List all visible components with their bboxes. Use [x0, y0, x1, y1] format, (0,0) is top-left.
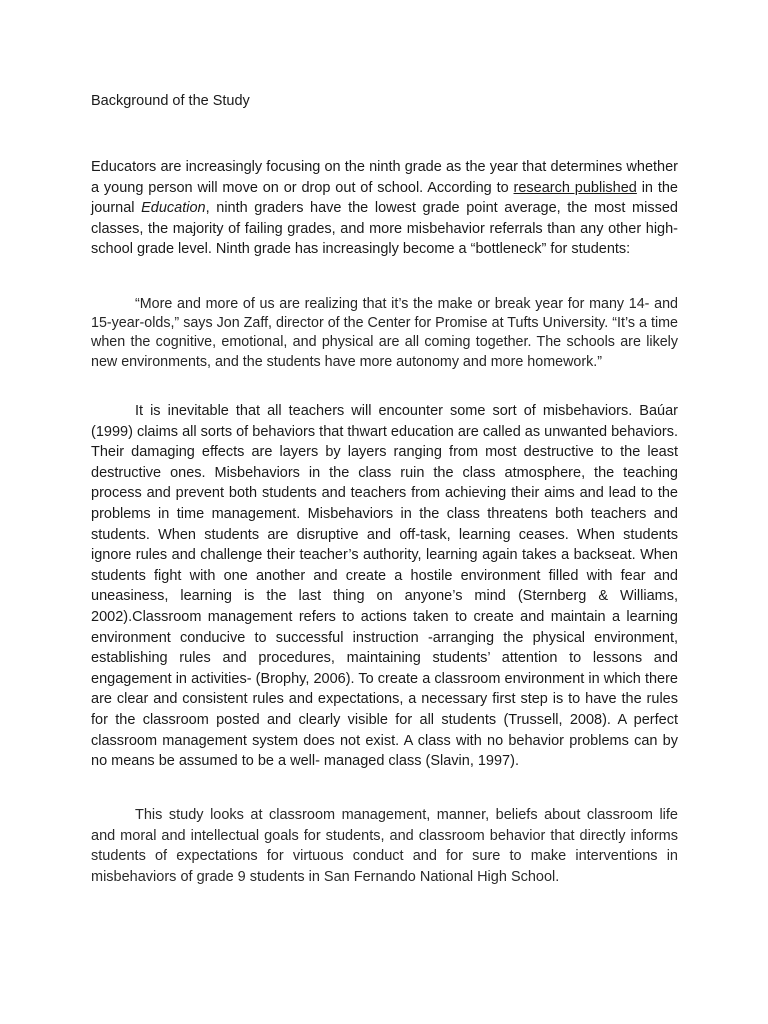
research-link[interactable]: research published	[513, 179, 637, 196]
paragraph-intro	[91, 157, 678, 260]
paragraph-intro-text-1: Educators are increasingly focusing on the ninth grade as the year that determines whether a young person will move on or drop out of school. According to	[91, 159, 678, 196]
block-quote-text: “More and more of us are realizing that it’s the make or break year for many 14- and 15-year-olds,” says Jon Zaff, director of the Center for Promise at Tufts University. “It’s a time when the cognitive, emotional, and physical are all coming together. The schools are likely new environments, and the students have more autonomy and more homework.”	[91, 296, 678, 370]
paragraph-study-scope-text: This study looks at classroom management, manner, beliefs about classroom life and moral and intellectual goals for students, and classroom behavior that directly informs students of expectations for virtuous conduct and for sure to make interventions in misbehaviors of grade 9 students in San Fernando National High School.	[91, 807, 678, 885]
paragraph-study-scope	[91, 805, 678, 887]
paragraph-intro-text-2: in the journal	[91, 179, 678, 217]
paragraph-misbehaviors	[91, 401, 678, 772]
journal-name: Education	[141, 200, 206, 217]
section-heading: Background of the Study	[91, 93, 250, 109]
paragraph-misbehaviors-text: It is inevitable that all teachers will encounter some sort of misbehaviors. Baúar (1999) claims all sorts of behaviors that thwart education are called as unwanted behaviors. Their damaging effects are layers by layers ranging from most destructive to the least destructive ones. Misbehaviors in the class ruin the class atmosphere, the teaching process and prevent both students and teachers from achieving their aims and lead to the problems in time management. Misbehaviors in the class threatens both teachers and students. When students are disruptive and off-task, learning ceases. When students ignore rules and challenge their teacher’s authority, learning again takes a backseat. When students fight with one another and create a hostile environment filled with fear and uneasiness, learning is the last thing on anyone’s mind (Sternberg & Williams, 2002).Classroom management refers to actions taken to create and maintain a learning environment conducive to successful instruction -arranging the physical environment, establishing rules and procedures, maintaining students’ attention to lessons and engagement in activities- (Brophy, 2006). To create a classroom environment in which there are clear and consistent rules and expectations, a necessary first step is to have the rules for the classroom posted and clearly visible for all students (Trussell, 2008). A perfect classroom management system does not exist. A class with no behavior problems can by no means be assumed to be a well- managed class (Slavin, 1997).	[91, 403, 678, 770]
block-quote	[91, 295, 678, 372]
paragraph-intro-text-3: , ninth graders have the lowest grade point average, the most missed classes, the majority of failing grades, and more misbehavior referrals than any other high-school grade level. Ninth grade has increasingly become a “bottleneck” for students:	[91, 200, 678, 258]
